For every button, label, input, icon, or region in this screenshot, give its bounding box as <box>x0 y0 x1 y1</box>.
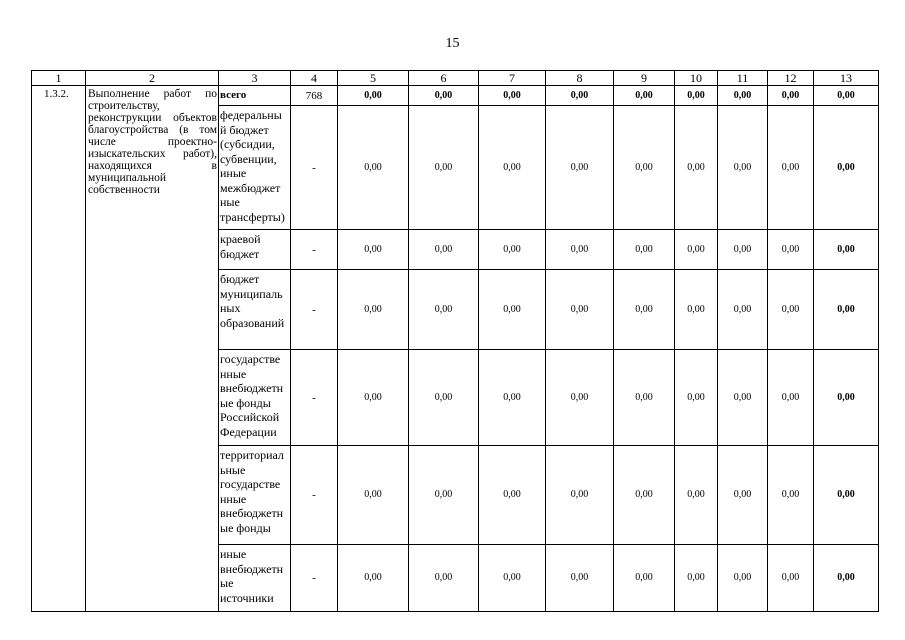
indicator-value: - <box>291 270 338 350</box>
amount-cell: 0,00 <box>479 446 546 545</box>
column-header: 3 <box>219 71 291 86</box>
column-header: 11 <box>718 71 768 86</box>
amount-cell: 0,00 <box>546 446 614 545</box>
amount-cell: 0,00 <box>814 106 879 230</box>
column-header: 8 <box>546 71 614 86</box>
amount-cell: 0,00 <box>814 446 879 545</box>
amount-cell: 0,00 <box>614 86 675 106</box>
amount-cell: 0,00 <box>675 350 718 446</box>
amount-cell: 0,00 <box>479 86 546 106</box>
indicator-value: 768 <box>291 86 338 106</box>
amount-cell: 0,00 <box>546 350 614 446</box>
amount-cell: 0,00 <box>814 350 879 446</box>
amount-cell: 0,00 <box>675 86 718 106</box>
column-header: 1 <box>32 71 86 86</box>
amount-cell: 0,00 <box>718 545 768 612</box>
amount-cell: 0,00 <box>338 270 409 350</box>
amount-cell: 0,00 <box>614 230 675 270</box>
amount-cell: 0,00 <box>718 446 768 545</box>
amount-cell: 0,00 <box>546 270 614 350</box>
amount-cell: 0,00 <box>409 230 479 270</box>
amount-cell: 0,00 <box>718 106 768 230</box>
amount-cell: 0,00 <box>409 106 479 230</box>
amount-cell: 0,00 <box>479 545 546 612</box>
item-code: 1.3.2. <box>32 86 86 612</box>
amount-cell: 0,00 <box>768 350 814 446</box>
amount-cell: 0,00 <box>409 446 479 545</box>
column-header: 2 <box>86 71 219 86</box>
amount-cell: 0,00 <box>768 270 814 350</box>
column-header: 4 <box>291 71 338 86</box>
amount-cell: 0,00 <box>409 270 479 350</box>
amount-cell: 0,00 <box>479 270 546 350</box>
amount-cell: 0,00 <box>675 230 718 270</box>
amount-cell: 0,00 <box>409 545 479 612</box>
funding-source: федеральны й бюджет (субсидии, субвенции, иные межбюджет ные трансферты) <box>219 106 291 230</box>
amount-cell: 0,00 <box>768 106 814 230</box>
amount-cell: 0,00 <box>479 230 546 270</box>
page-number: 15 <box>445 36 460 51</box>
funding-source: иные внебюджетн ые источники <box>219 545 291 612</box>
amount-cell: 0,00 <box>675 106 718 230</box>
amount-cell: 0,00 <box>718 350 768 446</box>
column-header: 6 <box>409 71 479 86</box>
column-header: 13 <box>814 71 879 86</box>
amount-cell: 0,00 <box>614 270 675 350</box>
amount-cell: 0,00 <box>546 230 614 270</box>
column-header: 9 <box>614 71 675 86</box>
amount-cell: 0,00 <box>338 350 409 446</box>
amount-cell: 0,00 <box>768 86 814 106</box>
indicator-value: - <box>291 106 338 230</box>
amount-cell: 0,00 <box>718 86 768 106</box>
amount-cell: 0,00 <box>409 86 479 106</box>
column-header: 12 <box>768 71 814 86</box>
amount-cell: 0,00 <box>338 545 409 612</box>
amount-cell: 0,00 <box>614 350 675 446</box>
amount-cell: 0,00 <box>409 350 479 446</box>
indicator-value: - <box>291 446 338 545</box>
column-number-row <box>32 71 879 86</box>
indicator-value: - <box>291 230 338 270</box>
amount-cell: 0,00 <box>718 230 768 270</box>
budget-table <box>31 70 879 612</box>
amount-cell: 0,00 <box>479 106 546 230</box>
amount-cell: 0,00 <box>614 446 675 545</box>
funding-source: государстве нные внебюджетн ые фонды Российской Федерации <box>219 350 291 446</box>
table-row <box>32 86 879 106</box>
amount-cell: 0,00 <box>675 270 718 350</box>
amount-cell: 0,00 <box>338 446 409 545</box>
funding-source: всего <box>219 86 291 106</box>
indicator-value: - <box>291 545 338 612</box>
amount-cell: 0,00 <box>546 545 614 612</box>
funding-source: бюджет муниципаль ных образований <box>219 270 291 350</box>
amount-cell: 0,00 <box>546 106 614 230</box>
amount-cell: 0,00 <box>338 86 409 106</box>
amount-cell: 0,00 <box>768 545 814 612</box>
column-header: 7 <box>479 71 546 86</box>
indicator-value: - <box>291 350 338 446</box>
amount-cell: 0,00 <box>814 86 879 106</box>
amount-cell: 0,00 <box>768 230 814 270</box>
amount-cell: 0,00 <box>614 106 675 230</box>
funding-source: краевой бюджет <box>219 230 291 270</box>
amount-cell: 0,00 <box>814 545 879 612</box>
column-header: 5 <box>338 71 409 86</box>
amount-cell: 0,00 <box>614 545 675 612</box>
funding-source: территориал ьные государстве нные внебюджетн ые фонды <box>219 446 291 545</box>
item-description: Выполнение работ по строительству, реконструкции объектов благоустройства (в том числе проектно-изыскательских работ), находящихся в муниципальной собственности <box>86 86 219 612</box>
amount-cell: 0,00 <box>479 350 546 446</box>
amount-cell: 0,00 <box>718 270 768 350</box>
amount-cell: 0,00 <box>814 230 879 270</box>
amount-cell: 0,00 <box>338 106 409 230</box>
amount-cell: 0,00 <box>675 545 718 612</box>
amount-cell: 0,00 <box>814 270 879 350</box>
amount-cell: 0,00 <box>546 86 614 106</box>
column-header: 10 <box>675 71 718 86</box>
amount-cell: 0,00 <box>675 446 718 545</box>
amount-cell: 0,00 <box>768 446 814 545</box>
amount-cell: 0,00 <box>338 230 409 270</box>
